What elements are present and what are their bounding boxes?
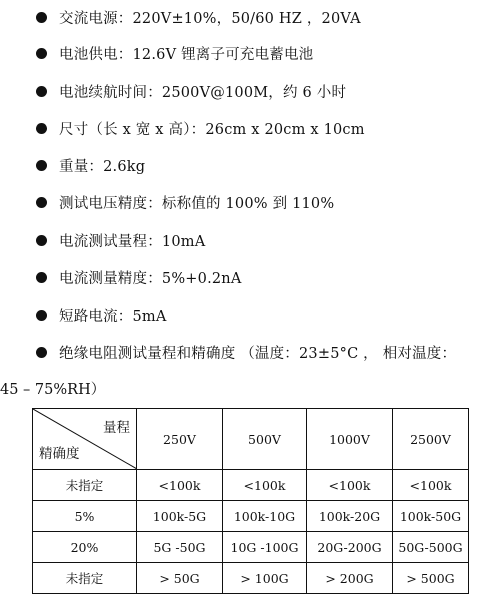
bullet-short-circuit — [36, 303, 167, 327]
column-header: 2500V — [393, 409, 469, 470]
bullet-text: 电流测试量程：10mA — [59, 233, 206, 250]
table-row — [33, 501, 469, 532]
table-row — [33, 470, 469, 501]
table-cell: 100k-20G — [307, 501, 393, 532]
bullet-dot-icon — [36, 310, 47, 321]
table-cell: 50G-500G — [393, 532, 469, 563]
bullet-text: 电流测量精度：5%+0.2nA — [59, 270, 242, 287]
table-header-row — [33, 409, 469, 470]
bullet-text: 电池续航时间：2500V@100M，约 6 小时 — [59, 84, 347, 101]
bullet-current-accuracy — [36, 265, 242, 289]
table-cell: > 100G — [223, 563, 307, 594]
bullet-text: 测试电压精度：标称值的 100% 到 110% — [59, 195, 335, 212]
bullet-text: 尺寸（长 x 宽 x 高）：26cm x 20cm x 10cm — [59, 121, 365, 138]
table-cell: 100k-10G — [223, 501, 307, 532]
bullet-dot-icon — [36, 12, 47, 23]
bullet-dot-icon — [36, 347, 47, 358]
bullet-dot-icon — [36, 235, 47, 246]
bullet-dimensions — [36, 116, 365, 140]
bullet-dot-icon — [36, 86, 47, 97]
bullet-text: 电池供电：12.6V 锂离子可充电蓄电池 — [59, 46, 314, 63]
table-cell: > 50G — [137, 563, 223, 594]
row-label: 未指定 — [33, 470, 137, 501]
table-row — [33, 532, 469, 563]
bullet-text: 绝缘电阻测试量程和精确度 （温度：23±5°C ， 相对温度： — [59, 345, 457, 362]
bullet-battery — [36, 41, 313, 65]
bullet-text: 交流电源：220V±10%，50/60 HZ ，20VA — [59, 10, 361, 27]
bullet-text: 重量：2.6kg — [59, 158, 146, 175]
bullet-dot-icon — [36, 48, 47, 59]
column-header: 1000V — [307, 409, 393, 470]
column-header: 500V — [223, 409, 307, 470]
table-row — [33, 563, 469, 594]
bullet-power-supply — [36, 5, 361, 29]
corner-label-accuracy: 精确度 — [39, 446, 80, 462]
table-cell: 100k-5G — [137, 501, 223, 532]
bullet-battery-life — [36, 79, 346, 103]
bullet-current-range — [36, 228, 205, 252]
column-header: 250V — [137, 409, 223, 470]
table-cell: 20G-200G — [307, 532, 393, 563]
table-cell: 100k-50G — [393, 501, 469, 532]
table-cell: <100k — [307, 470, 393, 501]
bullet-dot-icon — [36, 197, 47, 208]
table-corner-cell — [33, 409, 137, 470]
table-cell: <100k — [137, 470, 223, 501]
bullet-text: 短路电流：5mA — [59, 308, 167, 325]
bullet-weight — [36, 153, 145, 177]
table-cell: > 200G — [307, 563, 393, 594]
insulation-accuracy-table — [32, 408, 469, 594]
bullet-dot-icon — [36, 123, 47, 134]
corner-label-range: 量程 — [103, 420, 130, 436]
bullet-insulation-range — [36, 340, 456, 364]
table-cell: <100k — [223, 470, 307, 501]
bullet-continuation-text: 45 – 75%RH） — [0, 382, 106, 398]
row-label: 未指定 — [33, 563, 137, 594]
table-cell: 10G -100G — [223, 532, 307, 563]
table-cell: > 500G — [393, 563, 469, 594]
row-label: 20% — [33, 532, 137, 563]
bullet-voltage-accuracy — [36, 190, 334, 214]
row-label: 5% — [33, 501, 137, 532]
bullet-dot-icon — [36, 160, 47, 171]
table-cell: 5G -50G — [137, 532, 223, 563]
bullet-dot-icon — [36, 272, 47, 283]
table-cell: <100k — [393, 470, 469, 501]
